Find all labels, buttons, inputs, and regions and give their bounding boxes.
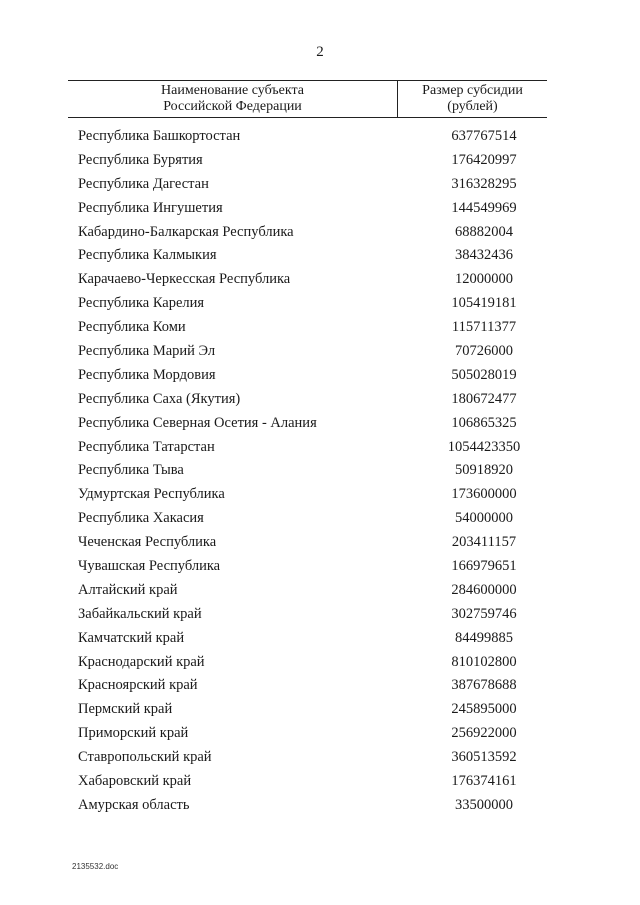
subject-name: Республика Тыва [78, 462, 184, 479]
subject-name: Забайкальский край [78, 605, 202, 622]
subsidy-amount: 302759746 [451, 605, 517, 622]
header-amount-line2: (рублей) [447, 99, 498, 114]
subsidy-amount: 54000000 [455, 510, 513, 527]
table-row [0, 794, 640, 818]
subsidy-amount: 105419181 [451, 295, 517, 312]
subsidy-amount: 505028019 [451, 366, 517, 383]
subsidy-amount: 144549969 [451, 199, 517, 216]
subject-name: Республика Северная Осетия - Алания [78, 414, 317, 431]
subsidy-amount: 38432436 [455, 247, 513, 264]
table-row [0, 507, 640, 531]
table-row [0, 340, 640, 364]
page-number: 2 [316, 44, 324, 60]
table-row [0, 173, 640, 197]
subsidy-amount: 173600000 [451, 486, 517, 503]
subject-name: Камчатский край [78, 629, 185, 646]
subsidy-amount: 176374161 [451, 773, 517, 790]
subject-name: Удмуртская Республика [78, 486, 225, 503]
subject-name: Хабаровский край [78, 773, 192, 790]
table-row [0, 125, 640, 149]
subsidy-amount: 810102800 [451, 653, 517, 670]
table-row [0, 221, 640, 245]
subsidy-amount: 115711377 [451, 319, 517, 336]
header-subsidy-amount [398, 83, 547, 115]
subject-name: Республика Коми [78, 319, 186, 336]
table-row [0, 364, 640, 388]
table-row [0, 149, 640, 173]
table-row [0, 459, 640, 483]
table-row [0, 579, 640, 603]
subject-name: Амурская область [78, 796, 190, 813]
table-row [0, 412, 640, 436]
subject-name: Пермский край [78, 701, 173, 718]
header-subject-line2: Российской Федерации [163, 99, 302, 114]
table-row [0, 698, 640, 722]
subsidy-amount: 387678688 [451, 677, 517, 694]
subject-name: Карачаево-Черкесская Республика [78, 271, 291, 288]
table-row [0, 244, 640, 268]
table-row [0, 770, 640, 794]
table-row [0, 674, 640, 698]
subject-name: Республика Дагестан [78, 175, 209, 192]
subsidy-amount: 68882004 [455, 223, 513, 240]
subject-name: Приморский край [78, 725, 189, 742]
table-row [0, 388, 640, 412]
subject-name: Республика Башкортостан [78, 128, 241, 144]
subsidy-amount: 166979651 [451, 558, 517, 575]
subsidy-amount: 1054423350 [447, 438, 521, 455]
subject-name: Кабардино-Балкарская Республика [78, 223, 294, 240]
table-row [0, 603, 640, 627]
table-row [0, 197, 640, 221]
subsidy-amount: 316328295 [451, 175, 517, 192]
subject-name: Республика Мордовия [78, 366, 216, 383]
table-row [0, 722, 640, 746]
subsidy-amount: 33500000 [455, 796, 513, 813]
subject-name: Краснодарский край [78, 653, 205, 670]
table-row [0, 555, 640, 579]
subject-name: Чеченская Республика [78, 534, 217, 551]
header-amount-line1: Размер субсидии [422, 83, 523, 98]
subsidy-table-body [0, 125, 640, 818]
header-subject-line1: Наименование субъекта [161, 83, 304, 98]
table-row [0, 531, 640, 555]
table-row [0, 627, 640, 651]
subsidy-amount: 245895000 [451, 701, 517, 718]
table-row [0, 436, 640, 460]
table-header [68, 80, 547, 118]
subject-name: Алтайский край [78, 581, 178, 598]
subsidy-amount: 180672477 [451, 390, 517, 407]
subsidy-amount: 203411157 [451, 534, 517, 551]
subsidy-amount: 256922000 [451, 725, 517, 742]
subsidy-amount: 284600000 [451, 581, 517, 598]
subject-name: Республика Саха (Якутия) [78, 390, 241, 407]
table-row [0, 268, 640, 292]
subsidy-amount: 50918920 [455, 462, 513, 479]
subsidy-amount: 360513592 [451, 749, 517, 766]
subsidy-amount: 70726000 [455, 343, 513, 360]
document-filename: 2135532.doc [72, 862, 119, 871]
subject-name: Чувашская Республика [78, 558, 221, 575]
subject-name: Красноярский край [78, 677, 198, 694]
table-row [0, 746, 640, 770]
subject-name: Республика Марий Эл [78, 343, 216, 360]
subsidy-amount: 106865325 [451, 414, 517, 431]
table-row [0, 483, 640, 507]
subsidy-amount: 176420997 [451, 151, 517, 168]
subject-name: Республика Ингушетия [78, 199, 223, 216]
subsidy-amount: 637767514 [451, 128, 517, 144]
subject-name: Республика Калмыкия [78, 247, 217, 264]
header-subject-name [68, 83, 397, 115]
table-row [0, 316, 640, 340]
subsidy-amount: 84499885 [455, 629, 513, 646]
subsidy-amount: 12000000 [455, 271, 513, 288]
subject-name: Республика Бурятия [78, 151, 203, 168]
table-row [0, 292, 640, 316]
table-row [0, 651, 640, 675]
subject-name: Республика Карелия [78, 295, 205, 312]
subject-name: Республика Татарстан [78, 438, 215, 455]
subject-name: Ставропольский край [78, 749, 212, 766]
subject-name: Республика Хакасия [78, 510, 204, 527]
